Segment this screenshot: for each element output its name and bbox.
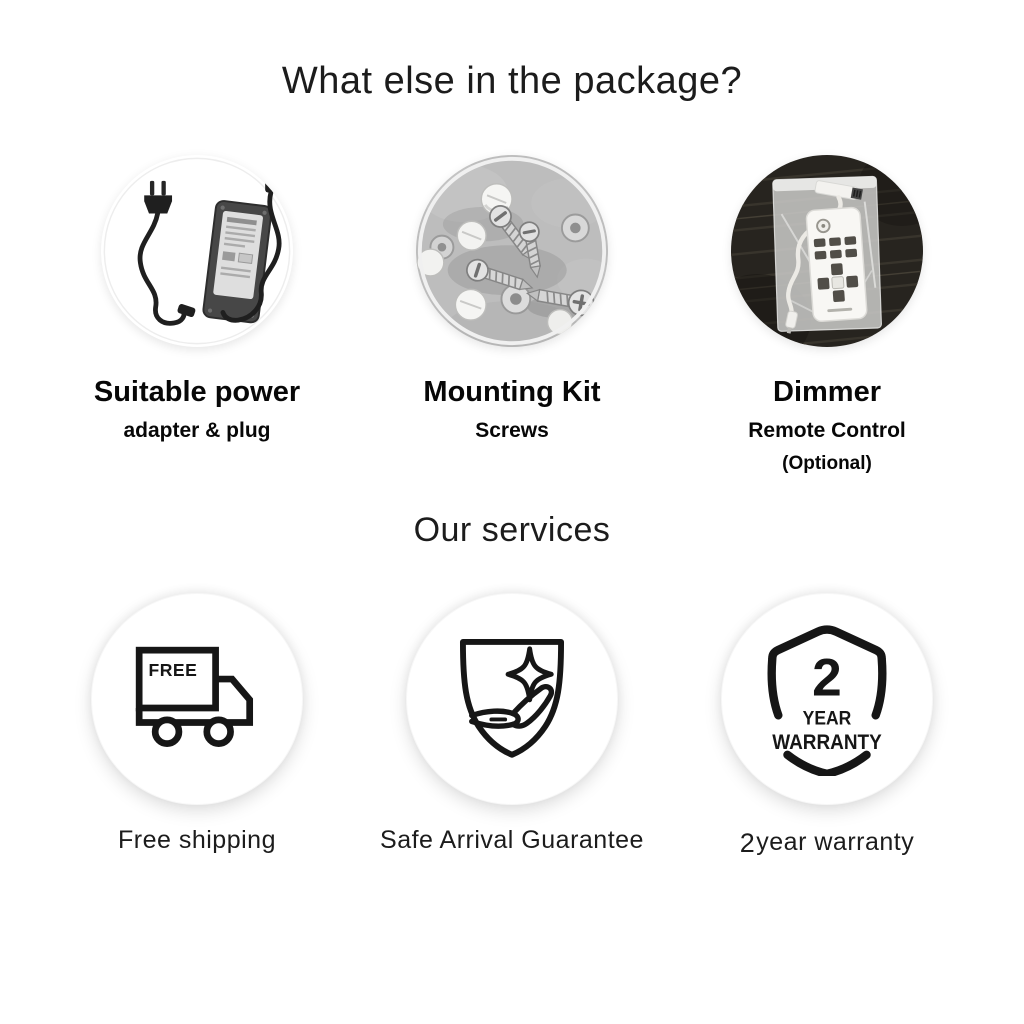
remote-control (806, 207, 867, 322)
package-item-note: (Optional) (782, 452, 872, 474)
service-label-text: year warranty (756, 827, 915, 856)
warranty-number: 2 (812, 648, 842, 708)
package-item-subtitle: adapter & plug (123, 418, 271, 442)
package-section-heading: What else in the package? (281, 60, 743, 102)
service-label-number: 2 (739, 827, 756, 858)
truck-box-text: FREE (148, 660, 198, 681)
package-item-subtitle: Screws (475, 418, 549, 442)
service-label: Safe Arrival Guarantee (380, 825, 644, 854)
mounting-screws-photo (416, 155, 608, 347)
package-item-dimmer (686, 155, 968, 476)
service-badge-circle (407, 594, 617, 804)
package-items-row (56, 155, 968, 476)
package-item-mounting-kit (371, 155, 653, 443)
package-item-title: Dimmer (773, 376, 881, 408)
service-item-free-shipping (56, 594, 338, 855)
mounting-screws-photo-illustration (416, 155, 608, 347)
dimmer-remote-photo-illustration (731, 155, 923, 347)
services-items-row (56, 594, 968, 857)
power-adapter-photo-illustration (101, 155, 293, 347)
service-item-warranty (686, 594, 968, 857)
warranty-line2: WARRANTY (772, 729, 882, 754)
package-item-subtitle: Remote Control (748, 418, 906, 442)
safe-arrival-shield-icon (459, 637, 565, 761)
service-badge-circle (722, 594, 932, 804)
two-year-warranty-shield-icon (754, 621, 900, 776)
service-item-safe-arrival (371, 594, 653, 855)
services-section-heading: Our services (413, 510, 611, 549)
dimmer-remote-photo (731, 155, 923, 347)
warranty-line1: YEAR (802, 707, 852, 730)
package-item-title: Mounting Kit (423, 376, 601, 408)
service-badge-circle (92, 594, 302, 804)
package-item-title: Suitable power (93, 376, 301, 408)
service-label (740, 826, 914, 857)
service-label: Free shipping (118, 825, 276, 854)
power-adapter-photo (101, 155, 293, 347)
package-item-power-adapter (56, 155, 338, 443)
free-shipping-truck-icon (134, 645, 260, 752)
